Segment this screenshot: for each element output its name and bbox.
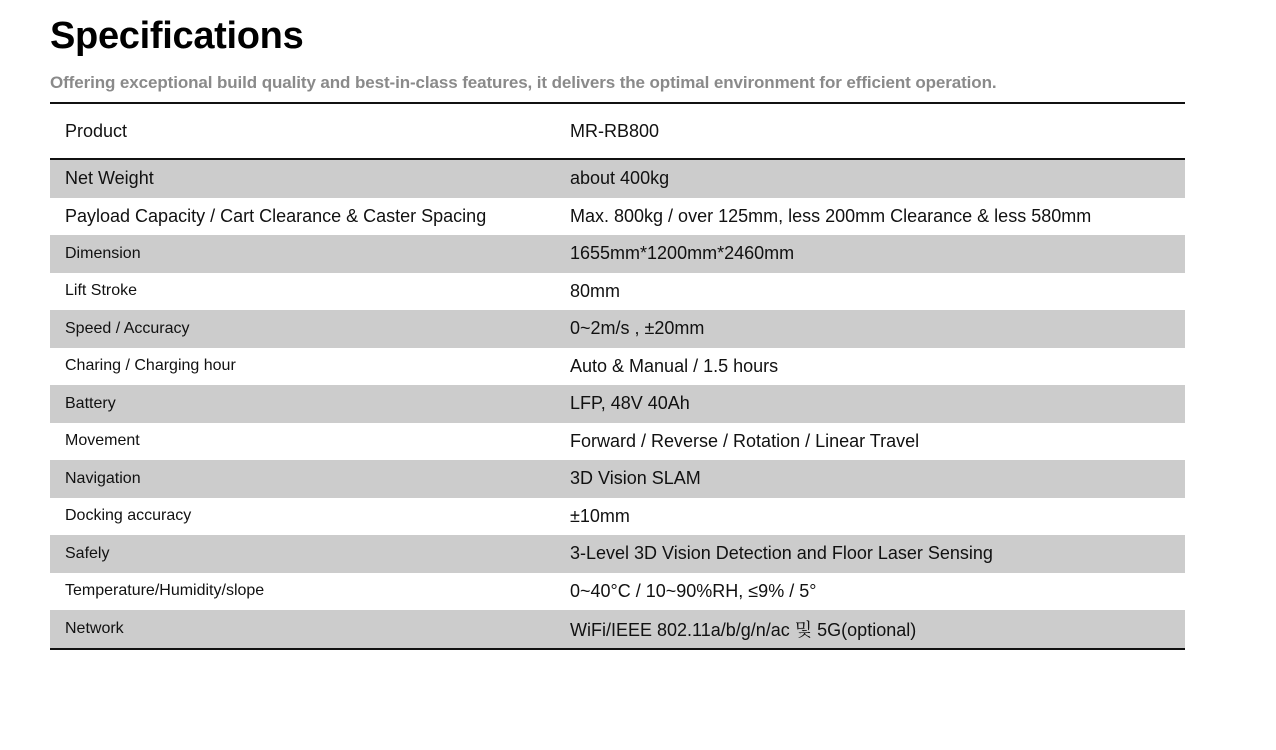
row-value: 0~40°C / 10~90%RH, ≤9% / 5° <box>570 580 817 601</box>
table-row <box>50 423 1185 461</box>
table-row <box>50 535 1185 573</box>
row-value: Auto & Manual / 1.5 hours <box>570 355 779 376</box>
page-title: Specifications <box>50 15 304 57</box>
row-label: Navigation <box>50 460 555 498</box>
row-value: ±10mm <box>570 505 630 526</box>
spec-table <box>50 102 1185 650</box>
header-label: Product <box>50 103 555 159</box>
row-label: Charing / Charging hour <box>65 357 236 375</box>
table-row <box>50 573 1185 611</box>
table-header-row <box>50 103 1185 159</box>
row-label: Movement <box>65 432 140 450</box>
row-value: 3D Vision SLAM <box>555 460 1185 498</box>
row-value: WiFi/IEEE 802.11a/b/g/n/ac 및 5G(optional) <box>555 610 1185 649</box>
table-row <box>50 198 1185 236</box>
table-row <box>50 235 1185 273</box>
page-subtitle: Offering exceptional build quality and best-in-class features, it delivers the optimal environment for efficient operation. <box>50 73 997 92</box>
row-value: 3-Level 3D Vision Detection and Floor Laser Sensing <box>555 535 1185 573</box>
row-label: Lift Stroke <box>65 282 138 300</box>
row-value: 80mm <box>570 280 621 301</box>
row-label: Temperature/Humidity/slope <box>65 582 265 600</box>
row-value: LFP, 48V 40Ah <box>555 385 1185 423</box>
row-value: 1655mm*1200mm*2460mm <box>555 235 1185 273</box>
row-value: about 400kg <box>555 159 1185 198</box>
specifications-section <box>50 0 1185 650</box>
header-value: MR-RB800 <box>555 103 1185 159</box>
row-value: Forward / Reverse / Rotation / Linear Travel <box>570 430 920 451</box>
row-label: Payload Capacity / Cart Clearance & Caster Spacing <box>65 205 487 226</box>
row-value: 0~2m/s , ±20mm <box>555 310 1185 348</box>
row-label: Battery <box>50 385 555 423</box>
row-label: Network <box>50 610 555 649</box>
table-row <box>50 159 1185 198</box>
row-label: Dimension <box>50 235 555 273</box>
row-label: Speed / Accuracy <box>50 310 555 348</box>
table-row <box>50 498 1185 536</box>
table-row <box>50 610 1185 649</box>
table-row <box>50 460 1185 498</box>
table-row <box>50 385 1185 423</box>
row-label: Safely <box>50 535 555 573</box>
table-row <box>50 348 1185 386</box>
table-row <box>50 273 1185 311</box>
row-value: Max. 800kg / over 125mm, less 200mm Clearance & less 580mm <box>570 205 1092 226</box>
row-label: Net Weight <box>50 159 555 198</box>
row-label: Docking accuracy <box>65 507 192 525</box>
table-row <box>50 310 1185 348</box>
